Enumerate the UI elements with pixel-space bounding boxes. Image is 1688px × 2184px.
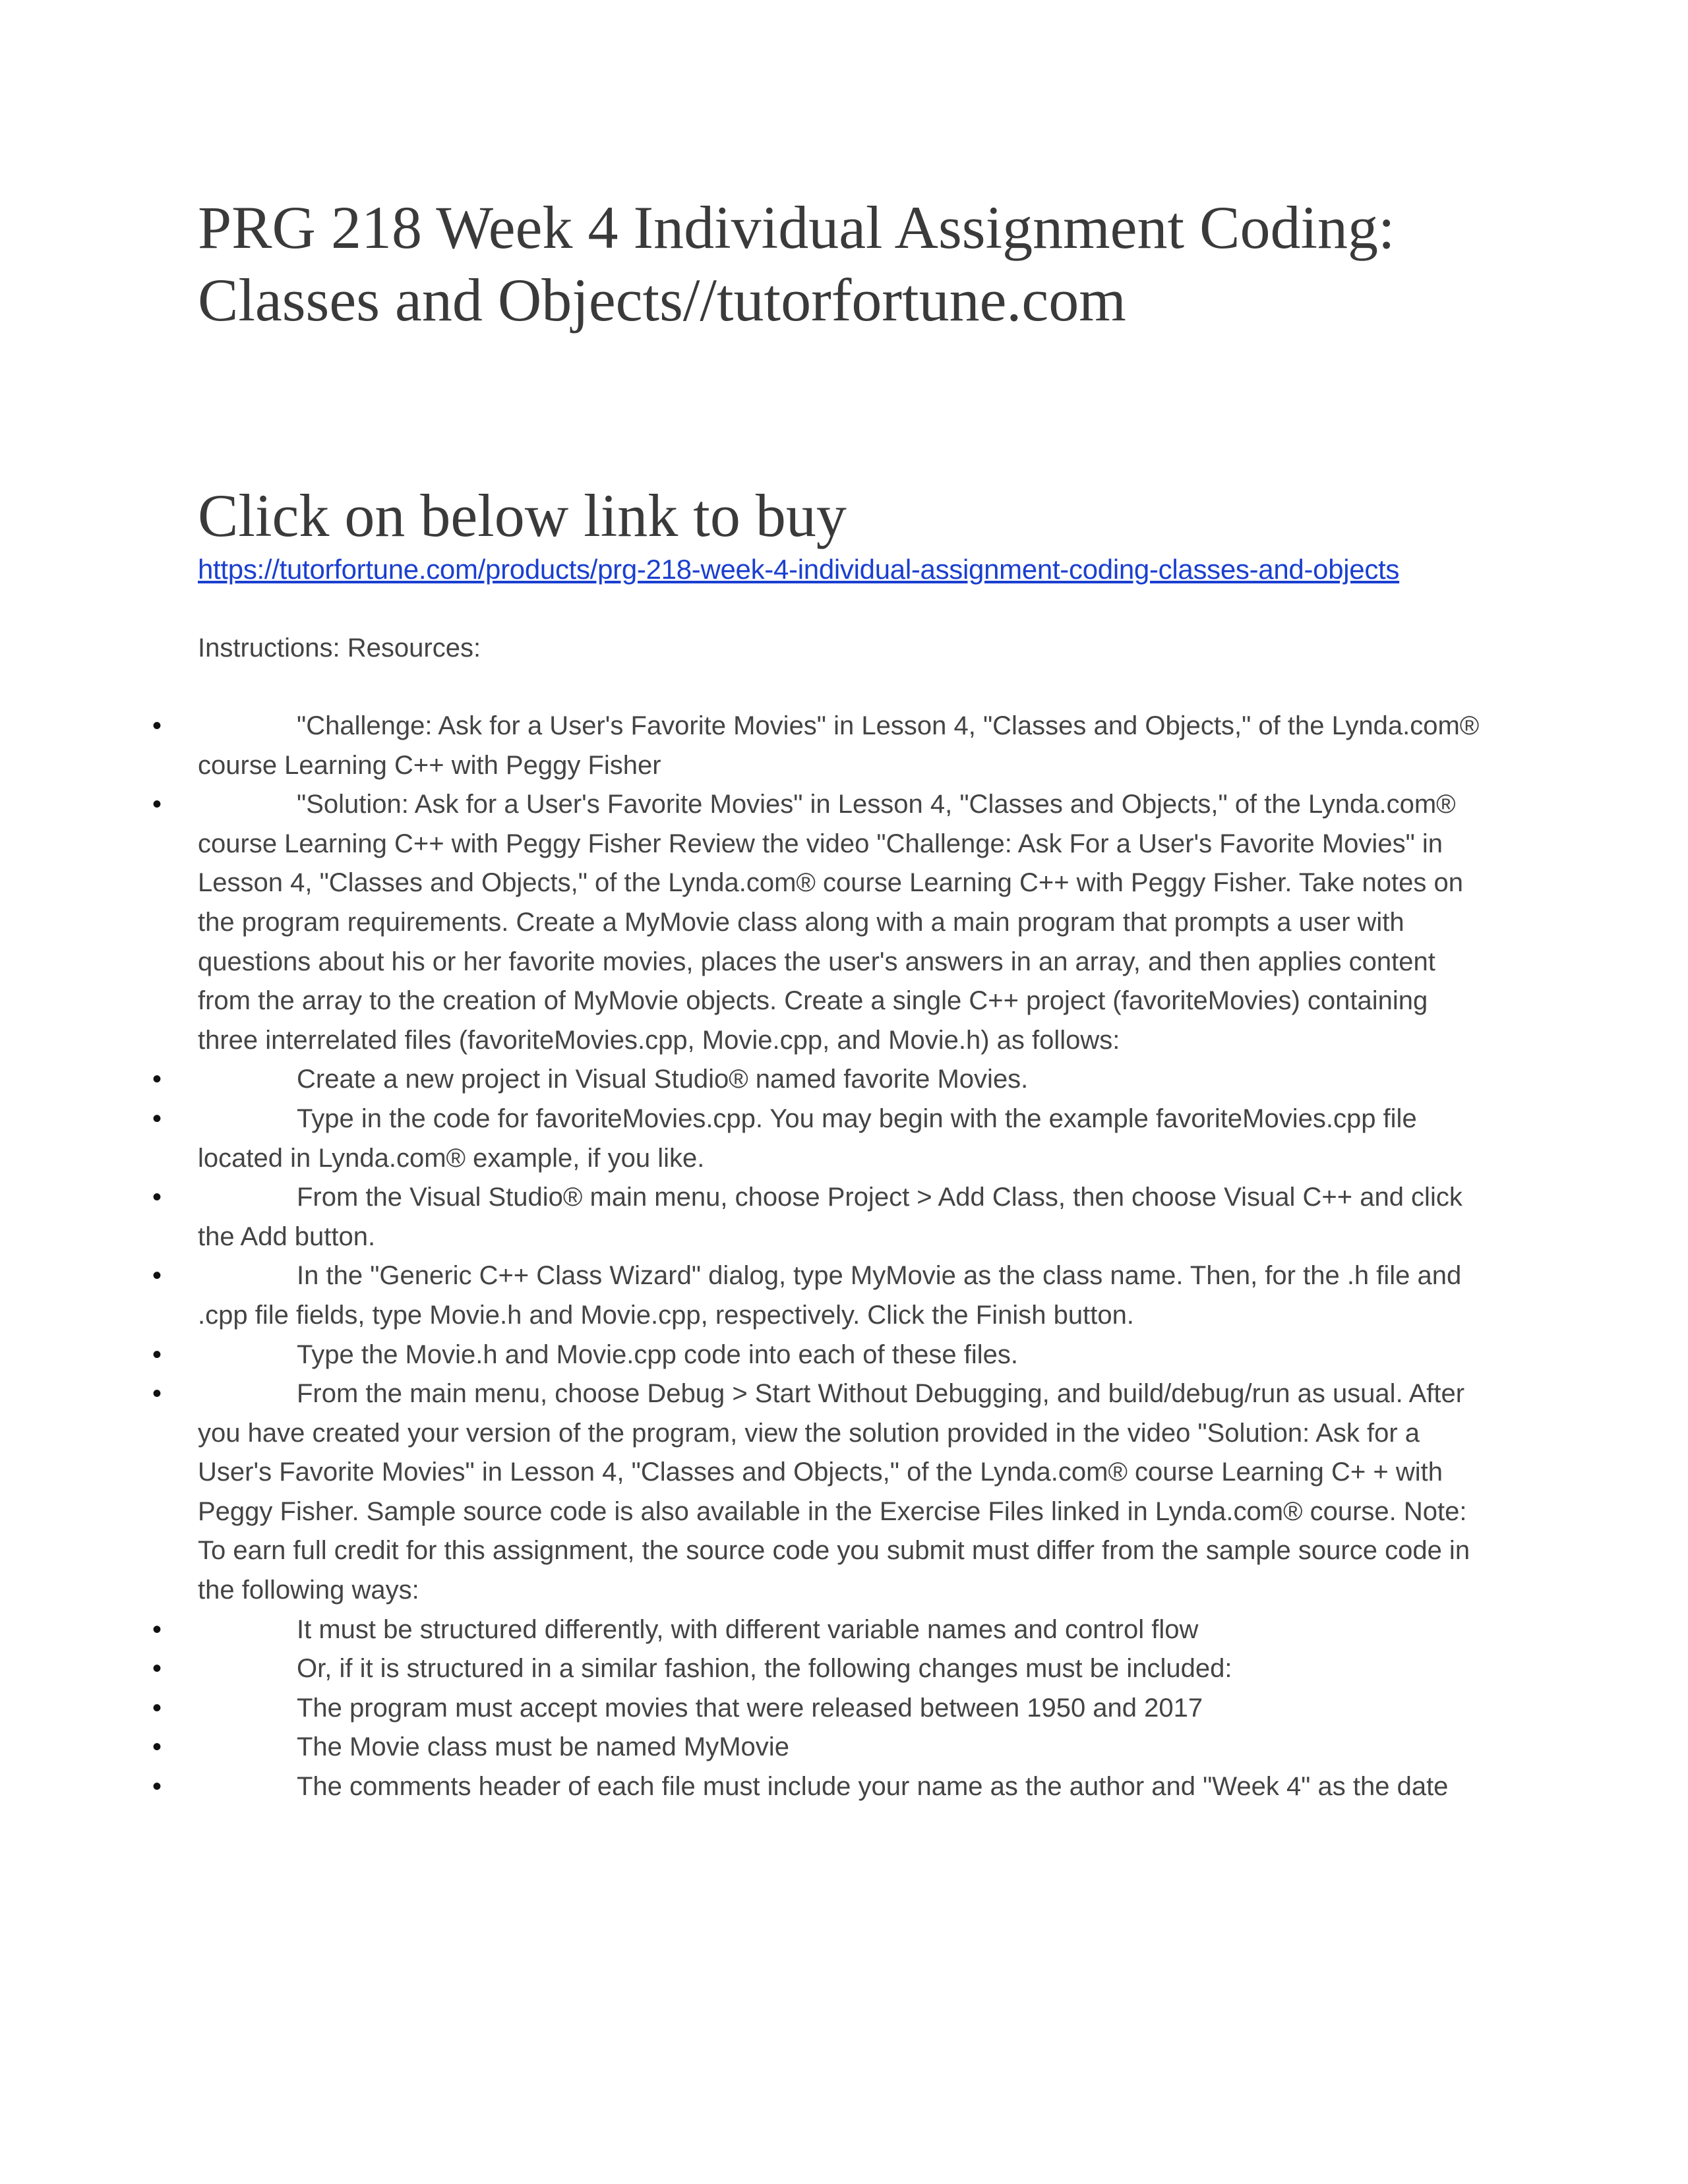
bullet-icon: •	[152, 1654, 162, 1684]
bullet-icon: •	[152, 711, 162, 740]
list-item	[152, 1100, 1484, 1178]
product-link[interactable]: https://tutorfortune.com/products/prg-218-week-4-individual-assignment-coding-classes-and-objects	[198, 554, 1400, 585]
list-item-text: The Movie class must be named MyMovie	[297, 1732, 789, 1762]
bullet-icon: •	[152, 1340, 162, 1369]
list-item-text: From the Visual Studio® main menu, choose Project > Add Class, then choose Visual C++ and click the Add button.	[198, 1183, 1462, 1251]
bullet-icon: •	[152, 1104, 162, 1133]
list-item	[152, 1610, 1484, 1650]
bullet-icon: •	[152, 1379, 162, 1409]
list-item	[152, 785, 1484, 1060]
list-item-text: From the main menu, choose Debug > Start Without Debugging, and build/debug/run as usual. After you have created your version of the program, view the solution provided in the video "Solution: Ask for a User's Favorite Movies" in Lesson 4, "Classes and Objects," of the Lynda.com® course Learning C+ + with Peggy Fisher. Sample source code is also available in the Exercise Files linked in Lynda.com® course. Note: To earn full credit for this assignment, the source code you submit must differ from the sample source code in the following ways:	[198, 1379, 1470, 1605]
list-item	[152, 1728, 1484, 1767]
list-item	[152, 1336, 1484, 1375]
list-item-text: Or, if it is structured in a similar fashion, the following changes must be included:	[297, 1654, 1232, 1684]
list-item-text: In the "Generic C++ Class Wizard" dialog, type MyMovie as the class name. Then, for the .h file and .cpp file fields, type Movie.h and Movie.cpp, respectively. Click the Finish button.	[198, 1261, 1462, 1330]
bullet-icon: •	[152, 1065, 162, 1094]
bullet-icon: •	[152, 1183, 162, 1212]
list-item-text: The comments header of each file must include your name as the author and "Week 4" as the date	[297, 1772, 1449, 1802]
list-item	[152, 1374, 1484, 1610]
list-item	[152, 707, 1484, 785]
list-item-text: "Solution: Ask for a User's Favorite Movies" in Lesson 4, "Classes and Objects," of the Lynda.com® course Learning C++ with Peggy Fisher Review the video "Challenge: Ask For a User's Favorite Movies" in Lesson 4, "Classes and Objects," of the Lynda.com® course Learning C++ with Peggy Fisher. Take notes on the program requirements. Create a MyMovie class along with a main program that prompts a user with questions about his or her favorite movies, places the user's answers in an array, and then applies content from the array to the creation of MyMovie objects. Create a single C++ project (favoriteMovies) containing three interrelated files (favoriteMovies.cpp, Movie.cpp, and Movie.h) as follows:	[198, 790, 1463, 1055]
list-item	[152, 1178, 1484, 1256]
bullet-icon: •	[152, 1772, 162, 1802]
buy-heading: Click on below link to buy	[198, 482, 847, 549]
list-item-text: It must be structured differently, with different variable names and control flow	[297, 1614, 1199, 1644]
bullet-icon: •	[152, 1732, 162, 1762]
bullet-icon: •	[152, 1614, 162, 1644]
list-item-text: "Challenge: Ask for a User's Favorite Movies" in Lesson 4, "Classes and Objects," of the Lynda.com® course Learning C++ with Peggy Fisher	[198, 711, 1480, 780]
list-item-text: Type the Movie.h and Movie.cpp code into each of these files.	[297, 1340, 1018, 1369]
list-item	[152, 1649, 1484, 1689]
list-item	[152, 1689, 1484, 1728]
list-item	[152, 1256, 1484, 1335]
document-title: PRG 218 Week 4 Individual Assignment Coding: Classes and Objects//tutorfortune.com	[198, 194, 1395, 334]
list-item-text: Create a new project in Visual Studio® named favorite Movies.	[297, 1065, 1029, 1094]
bullet-icon: •	[152, 1693, 162, 1723]
instructions-list	[152, 707, 1484, 1807]
bullet-icon: •	[152, 1261, 162, 1291]
bullet-icon: •	[152, 790, 162, 819]
list-item-text: Type in the code for favoriteMovies.cpp. You may begin with the example favoriteMovies.cpp file located in Lynda.com® example, if you like.	[198, 1104, 1417, 1173]
list-item	[152, 1767, 1484, 1807]
list-item-text: The program must accept movies that were released between 1950 and 2017	[297, 1693, 1203, 1723]
list-item	[152, 1060, 1484, 1100]
resources-heading: Instructions: Resources:	[198, 634, 481, 663]
